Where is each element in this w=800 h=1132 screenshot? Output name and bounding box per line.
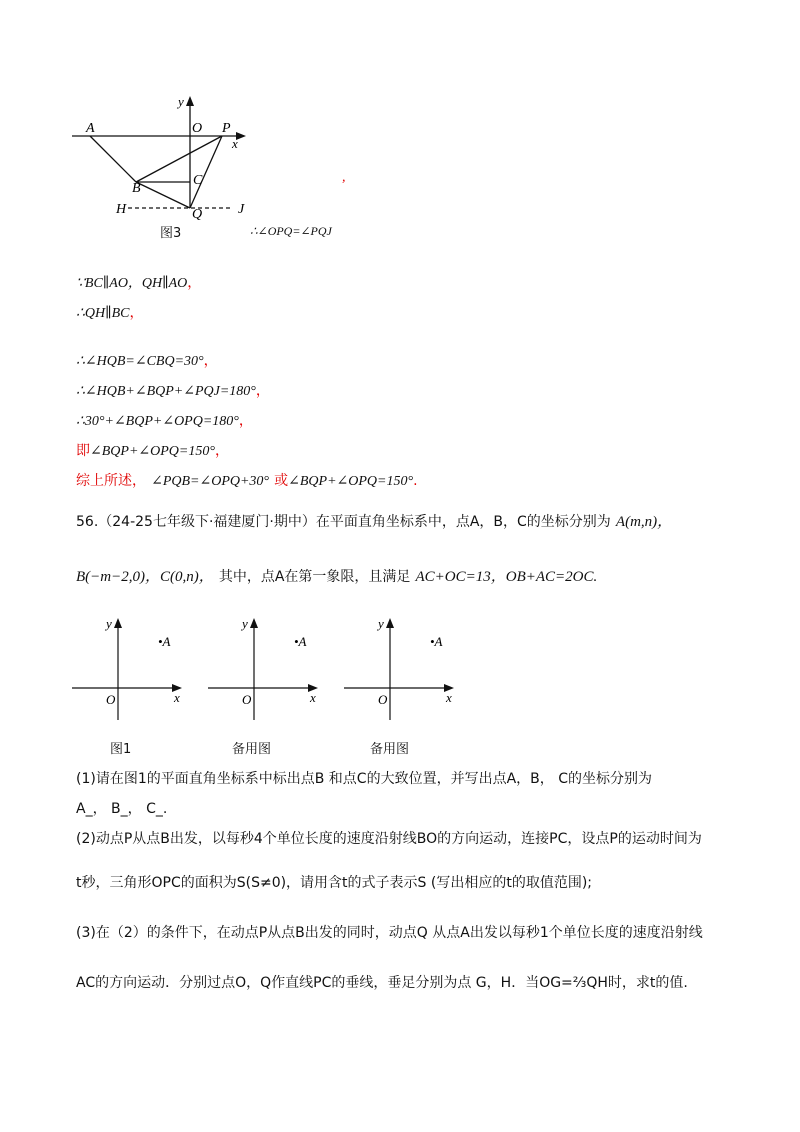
small-2-A: •A <box>294 634 307 649</box>
question-3-line-1: (3)在（2）的条件下，在动点P从点B出发的同时，动点Q 从点A出发以每秒1个单位长度的速度沿射线 <box>76 925 703 941</box>
question-1-line-1: (1)请在图1的平面直角坐标系中标出点B 和点C的大致位置，并写出点A，B， C的坐标分别为 <box>76 771 652 787</box>
problem-line-1: 56.（24-25七年级下·福建厦门·期中）在平面直角坐标系中，点A，B，C的坐标分别为 A(m,n)， <box>76 514 673 530</box>
small-figure-1-caption: 图1 <box>110 742 132 757</box>
small-figure-3 <box>340 610 460 730</box>
label-x: x <box>232 136 238 151</box>
label-Q: Q <box>192 207 203 222</box>
proof-line-6: 即∠BQP+∠OPQ=150°， <box>76 443 229 459</box>
small-figure-1 <box>68 610 188 730</box>
label-H: H <box>116 202 127 217</box>
proof-line-2: ∴QH∥BC， <box>76 305 144 321</box>
small-3-A: •A <box>430 634 443 649</box>
small-3-y: y <box>378 616 384 631</box>
small-3-x: x <box>446 690 452 705</box>
small-2-y: y <box>242 616 248 631</box>
small-figure-2-caption: 备用图 <box>232 742 272 757</box>
proof-line-7: 综上所述， ∠PQB=∠OPQ+30° 或∠BQP+∠OPQ=150°. <box>76 473 418 489</box>
small-3-O: O <box>378 692 388 707</box>
proof-line-1: ∵BC∥AO，QH∥AO， <box>76 275 202 291</box>
small-1-A: •A <box>158 634 171 649</box>
small-1-x: x <box>174 690 180 705</box>
small-figure-3-caption: 备用图 <box>370 742 410 757</box>
label-O: O <box>192 121 203 136</box>
small-2-O: O <box>242 692 252 707</box>
figure-3-conclusion: ∴∠OPQ=∠PQJ <box>250 224 332 238</box>
label-C: C <box>193 173 203 188</box>
label-y: y <box>178 94 184 109</box>
proof-line-3: ∴∠HQB=∠CBQ=30°， <box>76 353 218 369</box>
problem-line-2: B(−m−2,0)，C(0,n)， 其中，点A在第一象限，且满足 AC+OC=13，OB+AC=2OC. <box>76 569 598 585</box>
proof-line-4: ∴∠HQB+∠BQP+∠PQJ=180°， <box>76 383 270 399</box>
label-J: J <box>238 202 245 217</box>
question-3-line-2: AC的方向运动．分别过点O，Q作直线PC的垂线，垂足分别为点 G，H．当OG=⅔QH时，求t的值. <box>76 975 688 991</box>
small-1-y: y <box>106 616 112 631</box>
label-A: A <box>86 121 95 136</box>
small-2-x: x <box>310 690 316 705</box>
label-P: P <box>222 121 231 136</box>
proof-line-5: ∴30°+∠BQP+∠OPQ=180°， <box>76 413 253 429</box>
small-figure-2 <box>204 610 324 730</box>
question-2-line-1: (2)动点P从点B出发，以每秒4个单位长度的速度沿射线BO的方向运动，连接PC，设点P的运动时间为 <box>76 831 702 847</box>
red-comma: , <box>342 170 346 185</box>
figure-3-caption: 图3 <box>160 226 182 241</box>
question-2-line-2: t秒，三角形OPC的面积为S(S≠0)，请用含t的式子表示S (写出相应的t的取值范围); <box>76 875 593 891</box>
small-1-O: O <box>106 692 116 707</box>
question-1-line-2: A_， B_， C_. <box>76 801 168 817</box>
label-B: B <box>132 181 141 196</box>
